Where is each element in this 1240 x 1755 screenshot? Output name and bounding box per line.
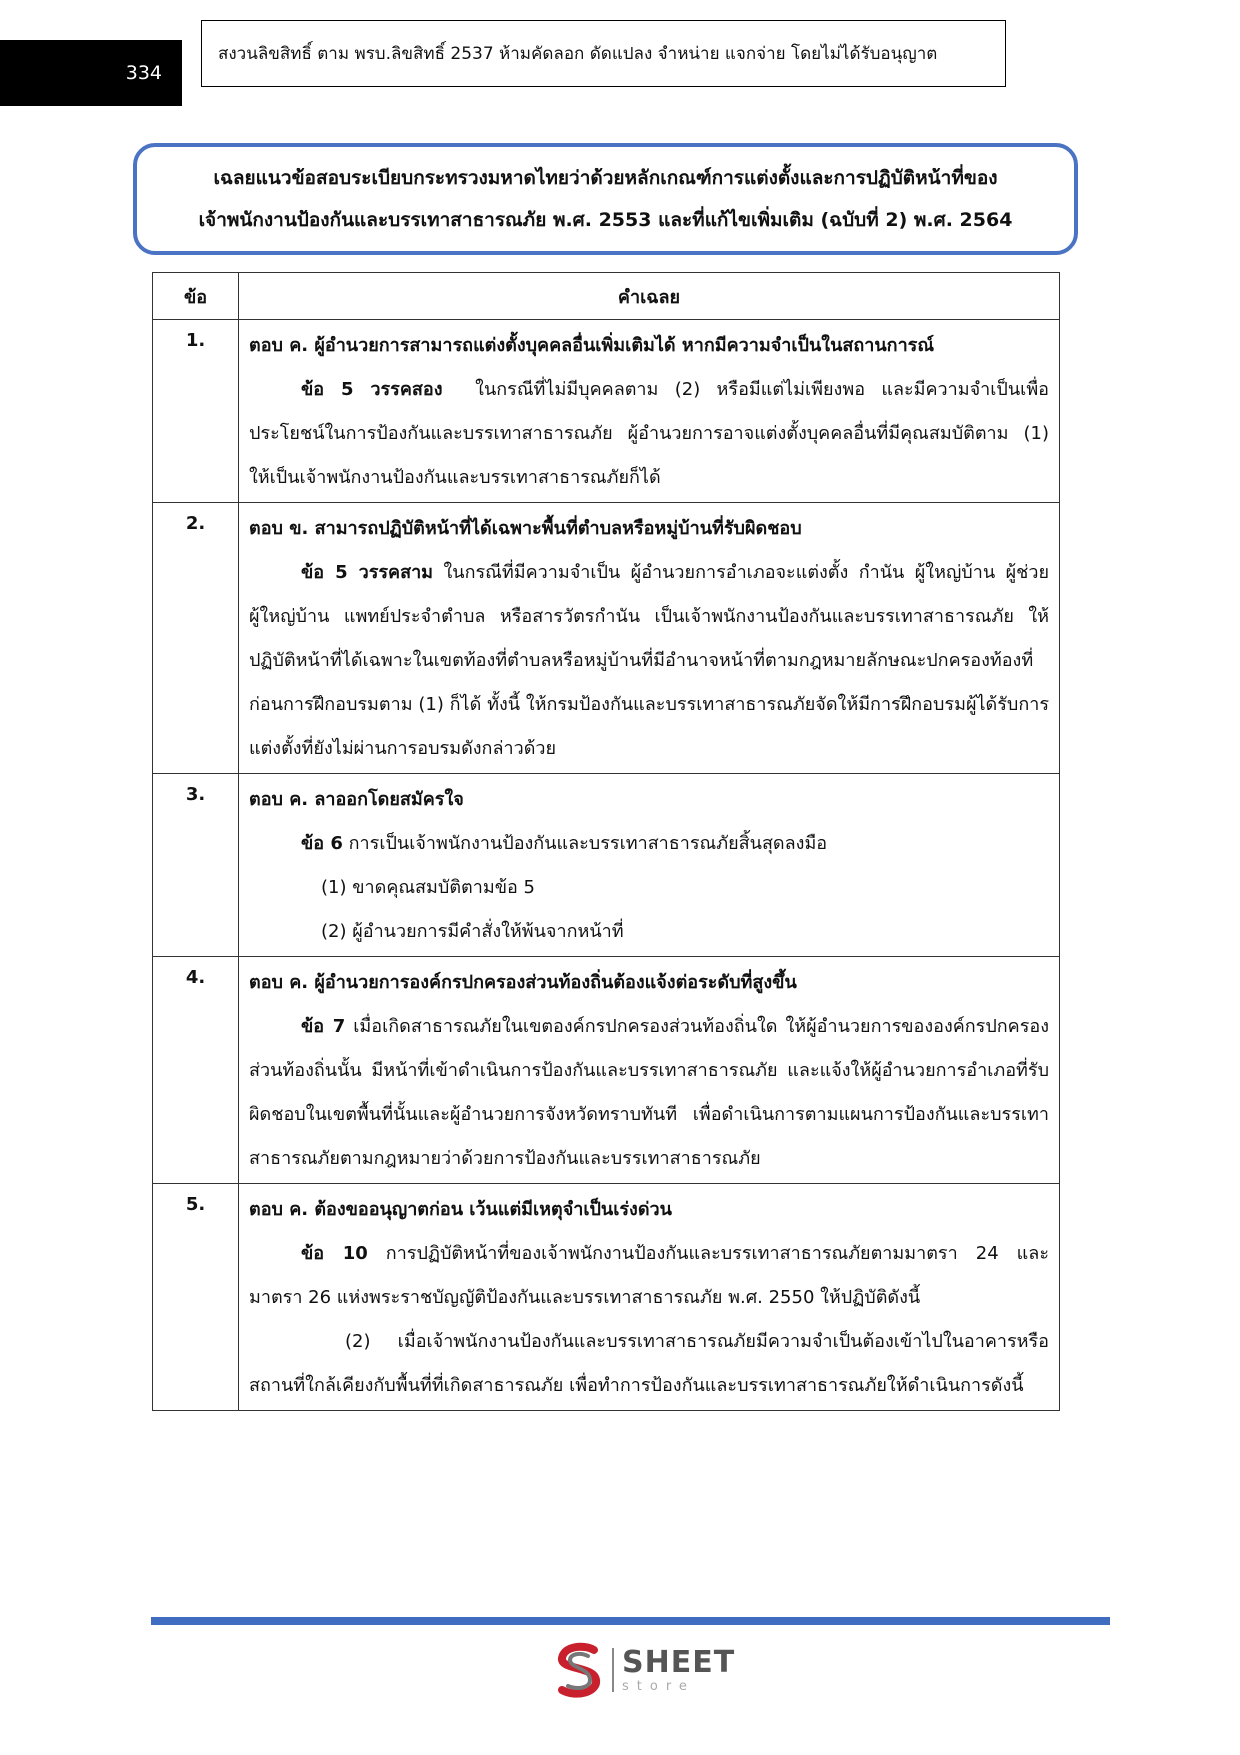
question-number: 5. xyxy=(153,1184,239,1411)
answer-choice: ตอบ ค. ลาออกโดยสมัครใจ xyxy=(249,789,464,810)
page-title xyxy=(133,143,1078,255)
answer-choice: ตอบ ข. สามารถปฏิบัติหน้าที่ได้เฉพาะพื้นที่ตำบลหรือหมู่บ้านที่รับผิดชอบ xyxy=(249,518,802,539)
sheet-store-logo xyxy=(554,1641,735,1699)
table-row xyxy=(153,1184,1060,1411)
logo-main-text: SHEET xyxy=(622,1644,736,1680)
list-item: (1) ขาดคุณสมบัติตามข้อ 5 xyxy=(321,877,535,898)
table-header-row xyxy=(153,273,1060,320)
explanation xyxy=(249,822,1049,866)
column-header-no: ข้อ xyxy=(153,273,239,320)
explanation-text: การเป็นเจ้าพนักงานป้องกันและบรรเทาสาธารณภัยสิ้นสุดลงมือ xyxy=(348,833,828,854)
sheet-store-s-icon xyxy=(554,1642,606,1698)
legal-reference: ข้อ 5 วรรคสาม xyxy=(301,562,434,583)
explanation-text: เมื่อเกิดสาธารณภัยในเขตองค์กรปกครองส่วนท้องถิ่นใด ให้ผู้อำนวยการขององค์กรปกครองส่วนท้องถิ่นนั้น มีหน้าที่เข้าดำเนินการป้องกันและบรรเทาสาธารณภัย และแจ้งให้ผู้อำนวยการอำเภอที่รับผิดชอบในเขตพื้นที่นั้นและผู้อำนวยการจังหวัดทราบทันที เพื่อดำเนินการตามแผนการป้องกันและบรรเทาสาธารณภัยตามกฎหมายว่าด้วยการป้องกันและบรรเทาสาธารณภัย xyxy=(249,1016,1049,1169)
answer-cell xyxy=(239,320,1060,503)
explanation xyxy=(249,368,1049,500)
logo-separator xyxy=(612,1648,614,1692)
legal-reference: ข้อ 6 xyxy=(301,833,343,854)
explanation xyxy=(249,1232,1049,1320)
logo-sub-text: store xyxy=(622,1678,695,1694)
table-row xyxy=(153,774,1060,957)
answer-cell xyxy=(239,503,1060,774)
column-header-answer: คำเฉลย xyxy=(239,273,1060,320)
table-row xyxy=(153,503,1060,774)
question-number: 1. xyxy=(153,320,239,503)
legal-reference: ข้อ 10 xyxy=(301,1243,368,1264)
logo-wordmark xyxy=(622,1644,736,1694)
page-number: 334 xyxy=(0,40,182,106)
answer-cell xyxy=(239,957,1060,1184)
question-number: 3. xyxy=(153,774,239,957)
explanation-text: ในกรณีที่มีความจำเป็น ผู้อำนวยการอำเภอจะแต่งตั้ง กำนัน ผู้ใหญ่บ้าน ผู้ช่วยผู้ใหญ่บ้าน แพทย์ประจำตำบล หรือสารวัตรกำนัน เป็นเจ้าพนักงานป้องกันและบรรเทาสาธารณภัย ให้ปฏิบัติหน้าที่ได้เฉพาะในเขตท้องที่ตำบลหรือหมู่บ้านที่มีอำนาจหน้าที่ตามกฎหมายลักษณะปกครองท้องที่ก่อนการฝึกอบรมตาม (1) ก็ได้ ทั้งนี้ ให้กรมป้องกันและบรรเทาสาธารณภัยจัดให้มีการฝึกอบรมผู้ได้รับการแต่งตั้งที่ยังไม่ผ่านการอบรมดังกล่าวด้วย xyxy=(249,562,1049,759)
answer-cell xyxy=(239,774,1060,957)
question-number: 4. xyxy=(153,957,239,1184)
legal-reference: ข้อ 7 xyxy=(301,1016,346,1037)
explanation-text: การปฏิบัติหน้าที่ของเจ้าพนักงานป้องกันและบรรเทาสาธารณภัยตามมาตรา 24 และมาตรา 26 แห่งพระราชบัญญัติป้องกันและบรรเทาสาธารณภัย พ.ศ. 2550 ให้ปฏิบัติดังนี้ xyxy=(249,1243,1049,1308)
title-line-2: เจ้าพนักงานป้องกันและบรรเทาสาธารณภัย พ.ศ. 2553 และที่แก้ไขเพิ่มเติม (ฉบับที่ 2) พ.ศ. 2564 xyxy=(198,209,1013,231)
sub-paragraph: (2) เมื่อเจ้าพนักงานป้องกันและบรรเทาสาธารณภัยมีความจำเป็นต้องเข้าไปในอาคารหรือสถานที่ใกล้เคียงกับพื้นที่ที่เกิดสาธารณภัย เพื่อทำการป้องกันและบรรเทาสาธารณภัยให้ดำเนินการดังนี้ xyxy=(249,1331,1049,1396)
footer-rule xyxy=(151,1617,1110,1625)
answer-choice: ตอบ ค. ผู้อำนวยการองค์กรปกครองส่วนท้องถิ่นต้องแจ้งต่อระดับที่สูงขึ้น xyxy=(249,972,797,993)
table-row xyxy=(153,957,1060,1184)
explanation xyxy=(249,1005,1049,1181)
title-line-1: เฉลยแนวข้อสอบระเบียบกระทรวงมหาดไทยว่าด้วยหลักเกณฑ์การแต่งตั้งและการปฏิบัติหน้าที่ของ xyxy=(213,167,998,189)
answer-choice: ตอบ ค. ผู้อำนวยการสามารถแต่งตั้งบุคคลอื่นเพิ่มเติมได้ หากมีความจำเป็นในสถานการณ์ xyxy=(249,335,935,356)
legal-reference: ข้อ 5 วรรคสอง xyxy=(301,379,443,400)
explanation xyxy=(249,551,1049,771)
answer-cell xyxy=(239,1184,1060,1411)
table-row xyxy=(153,320,1060,503)
question-number: 2. xyxy=(153,503,239,774)
copyright-notice: สงวนลิขสิทธิ์ ตาม พรบ.ลิขสิทธิ์ 2537 ห้ามคัดลอก ดัดแปลง จำหน่าย แจกจ่าย โดยไม่ได้รับอนุญาต xyxy=(201,20,1006,87)
explanation-text: ในกรณีที่ไม่มีบุคคลตาม (2) หรือมีแต่ไม่เพียงพอ และมีความจำเป็นเพื่อประโยชน์ในการป้องกันและบรรเทาสาธารณภัย ผู้อำนวยการอาจแต่งตั้งบุคคลอื่นที่มีคุณสมบัติตาม (1) ให้เป็นเจ้าพนักงานป้องกันและบรรเทาสาธารณภัยก็ได้ xyxy=(249,379,1049,488)
answer-table xyxy=(152,272,1060,1411)
answer-choice: ตอบ ค. ต้องขออนุญาตก่อน เว้นแต่มีเหตุจำเป็นเร่งด่วน xyxy=(249,1199,672,1220)
list-item: (2) ผู้อำนวยการมีคำสั่งให้พ้นจากหน้าที่ xyxy=(321,921,624,942)
